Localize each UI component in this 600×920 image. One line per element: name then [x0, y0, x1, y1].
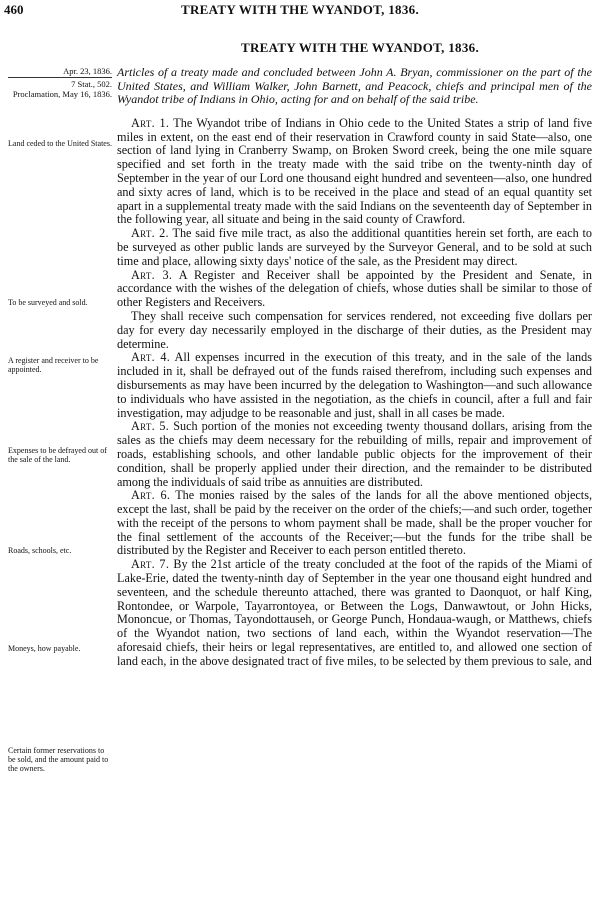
margin-note-moneys: Moneys, how payable.: [8, 644, 81, 653]
margin-note-roads: Roads, schools, etc.: [8, 546, 72, 555]
margin-note-register: A register and receiver to be appointed.: [8, 356, 99, 374]
article-4: [117, 351, 592, 420]
article-label: Art. 1.: [131, 115, 170, 130]
treaty-body: [117, 66, 592, 669]
article-text: The monies raised by the sales of the lands for all the above mentioned objects, except the last, shall be paid by the receiver on the order of the chiefs;—and such order, together with the receipt of the persons to whom payment shall be made, shall be the proper voucher for the final settlement of the accounts of the Receiver;—but the funds for the tribe shall be distributed by the Register and Receiver to each person entitled thereto.: [117, 488, 592, 558]
margin-note-land-ceded: Land ceded to the United States.: [8, 139, 112, 148]
article-label: Art. 6.: [131, 488, 171, 503]
treaty-date: Apr. 23, 1836.: [63, 66, 112, 76]
running-title: TREATY WITH THE WYANDOT, 1836.: [181, 2, 419, 17]
article-7: [117, 558, 592, 668]
proclamation-date: Proclamation, May 16, 1836.: [12, 89, 112, 99]
article-label: Art. 3.: [131, 267, 173, 282]
article-label: Art. 4.: [131, 350, 171, 365]
article-label: Art. 2.: [131, 226, 169, 241]
preamble: Articles of a treaty made and concluded between John A. Bryan, commissioner on the part of the United States, and William Walker, John Barnett, and Peacock, chiefs and principal men of the Wyandot tribe of Indians in Ohio, acting for and on behalf of the said tribe.: [117, 65, 592, 107]
running-head: [4, 2, 596, 22]
article-text: Such portion of the monies not exceeding twenty thousand dollars, arising from the sales as the chiefs may deem necessary for the rebuilding of mills, repair and improvement of roads, establishing schools, and other landable public objects for the improvement of their condition, shall be properly applied under their direction, and the remainder to be distributed among the individuals of said tribe as annuities are distributed.: [117, 419, 592, 489]
article-text: A Register and Receiver shall be appointed by the President and Senate, in accordance with the wishes of the delegation of chiefs, whose duties shall be similar to those of other Registers and Receivers.: [117, 267, 592, 310]
article-3: [117, 269, 592, 310]
article-label: Art. 5.: [131, 419, 170, 434]
article-label: Art. 7.: [131, 557, 170, 572]
document-title: TREATY WITH THE WYANDOT, 1836.: [241, 40, 479, 55]
margin-note-surveyed: To be surveyed and sold.: [8, 298, 88, 307]
statute-citation: 7 Stat., 502.: [71, 79, 112, 89]
article-text: By the 21st article of the treaty concluded at the foot of the rapids of the Miami of Lake-Erie, dated the twenty-ninth day of September in the year one thousand eight hundred and seventeen, and the schedule thereunto attached, there was granted to Daonquot, or half King, Rontondee, or Warpole, Tayarrontoyea, or Between the Logs, Danwawtout, or John Hicks, Mononcue, or Thomas, Tayondottauseh, or George Punch, Hondaua-waugh, or Matthews, chiefs of the Wyandot nation, two sections of land each, within the Wyandot reservation—The aforesaid chiefs, their heirs or legal representatives, are entitled to, and allowed one section of land each, in the above designated tract of five miles, to be selected by them previous to sale, and: [117, 557, 592, 668]
article-1: [117, 117, 592, 227]
article-text: All expenses incurred in the execution of this treaty, and in the sale of the lands included in it, shall be defrayed out of the funds raised therefrom, including such expenses and disbursements as may have been incurred by the delegation to Washington—and such allowance to individuals who have assisted in the negotiation, as the chiefs in council, after a full and fair investigation, may adjudge to be reasonable and just, shall in all cases be made.: [117, 350, 592, 420]
page-number: 460: [4, 2, 24, 17]
article-2: [117, 227, 592, 268]
article-6: [117, 489, 592, 558]
article-text: The Wyandot tribe of Indians in Ohio cede to the United States a strip of land five miles in extent, on the east end of their reservation in Crawford county in said State—also, one section of land lying in Cranberry Swamp, on Broken Sword creek, being the one mile square specified and set forth in the treaty made with the said tribe on the twenty-ninth day of September in the year of our Lord one thousand eight hundred and seventeen—also, one hundred and sixty acres of land, which is to be received in the place and stead of an equal quantity set apart in a supplemental treaty made with the said Indians on the seventeenth day of September in the following year, all situate and being in the said county of Crawford.: [117, 115, 592, 227]
article-3-continuation: They shall receive such compensation for services rendered, not exceeding five dollars per day for every day necessarily employed in the discharge of their duties, as the President may determine.: [117, 308, 592, 351]
divider: [8, 77, 112, 78]
article-text: The said five mile tract, as also the additional quantities herein set forth, are each to be surveyed as other public lands are surveyed by the Surveyor General, and to be sold at such time and place, allowing sixty days' notice of the sale, as the President may direct.: [117, 226, 592, 268]
article-5: [117, 420, 592, 489]
margin-note-expenses: Expenses to be defrayed out of the sale of the land.: [8, 446, 107, 464]
margin-date-block: [8, 66, 112, 99]
margin-note-reservations: Certain former reservations to be sold, and the amount paid to the owners.: [8, 746, 109, 773]
